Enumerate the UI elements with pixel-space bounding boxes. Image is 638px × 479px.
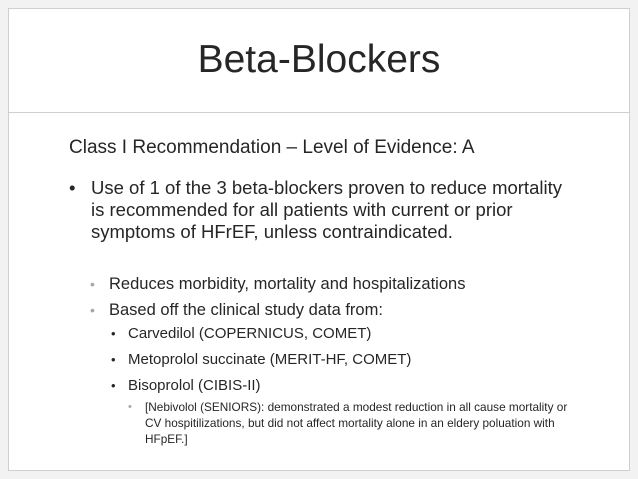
- title-divider: [8, 112, 630, 113]
- sub-bullet-text: Reduces morbidity, mortality and hospitalizations: [109, 275, 466, 293]
- bullet-marker: •: [111, 352, 116, 367]
- study-item-text: Carvedilol (COPERNICUS, COMET): [128, 325, 372, 342]
- study-item-text: Bisoprolol (CIBIS-II): [128, 377, 261, 394]
- note-text: [Nebivolol (SENIORS): demonstrated a modest reduction in all cause mortality or CV hospitilizations, but did not affect mortality alone in an eldery poluation with HFpEF.]: [145, 400, 568, 446]
- bullet-marker: •: [128, 401, 132, 413]
- nebivolol-note: [128, 399, 568, 447]
- bullet-marker: •: [69, 177, 76, 198]
- slide-title: Beta-Blockers: [197, 38, 441, 81]
- sub-bullet-text: Based off the clinical study data from:: [109, 301, 383, 319]
- study-item: [111, 323, 551, 344]
- bullet-marker: •: [111, 326, 116, 341]
- bullet-marker: •: [90, 276, 95, 292]
- bullet-marker: •: [90, 302, 95, 318]
- recommendation-heading: Class I Recommendation – Level of Evidence: A: [69, 137, 475, 158]
- study-item: [111, 375, 551, 396]
- sub-bullet: [90, 273, 560, 295]
- study-item: [111, 349, 551, 370]
- main-bullet: [69, 177, 569, 243]
- study-item-text: Metoprolol succinate (MERIT-HF, COMET): [128, 351, 412, 368]
- bullet-marker: •: [111, 378, 116, 393]
- main-bullet-text: Use of 1 of the 3 beta-blockers proven to reduce mortality is recommended for all patients with current or prior symptoms of HFrEF, unless contraindicated.: [91, 177, 562, 242]
- sub-bullet: [90, 299, 560, 321]
